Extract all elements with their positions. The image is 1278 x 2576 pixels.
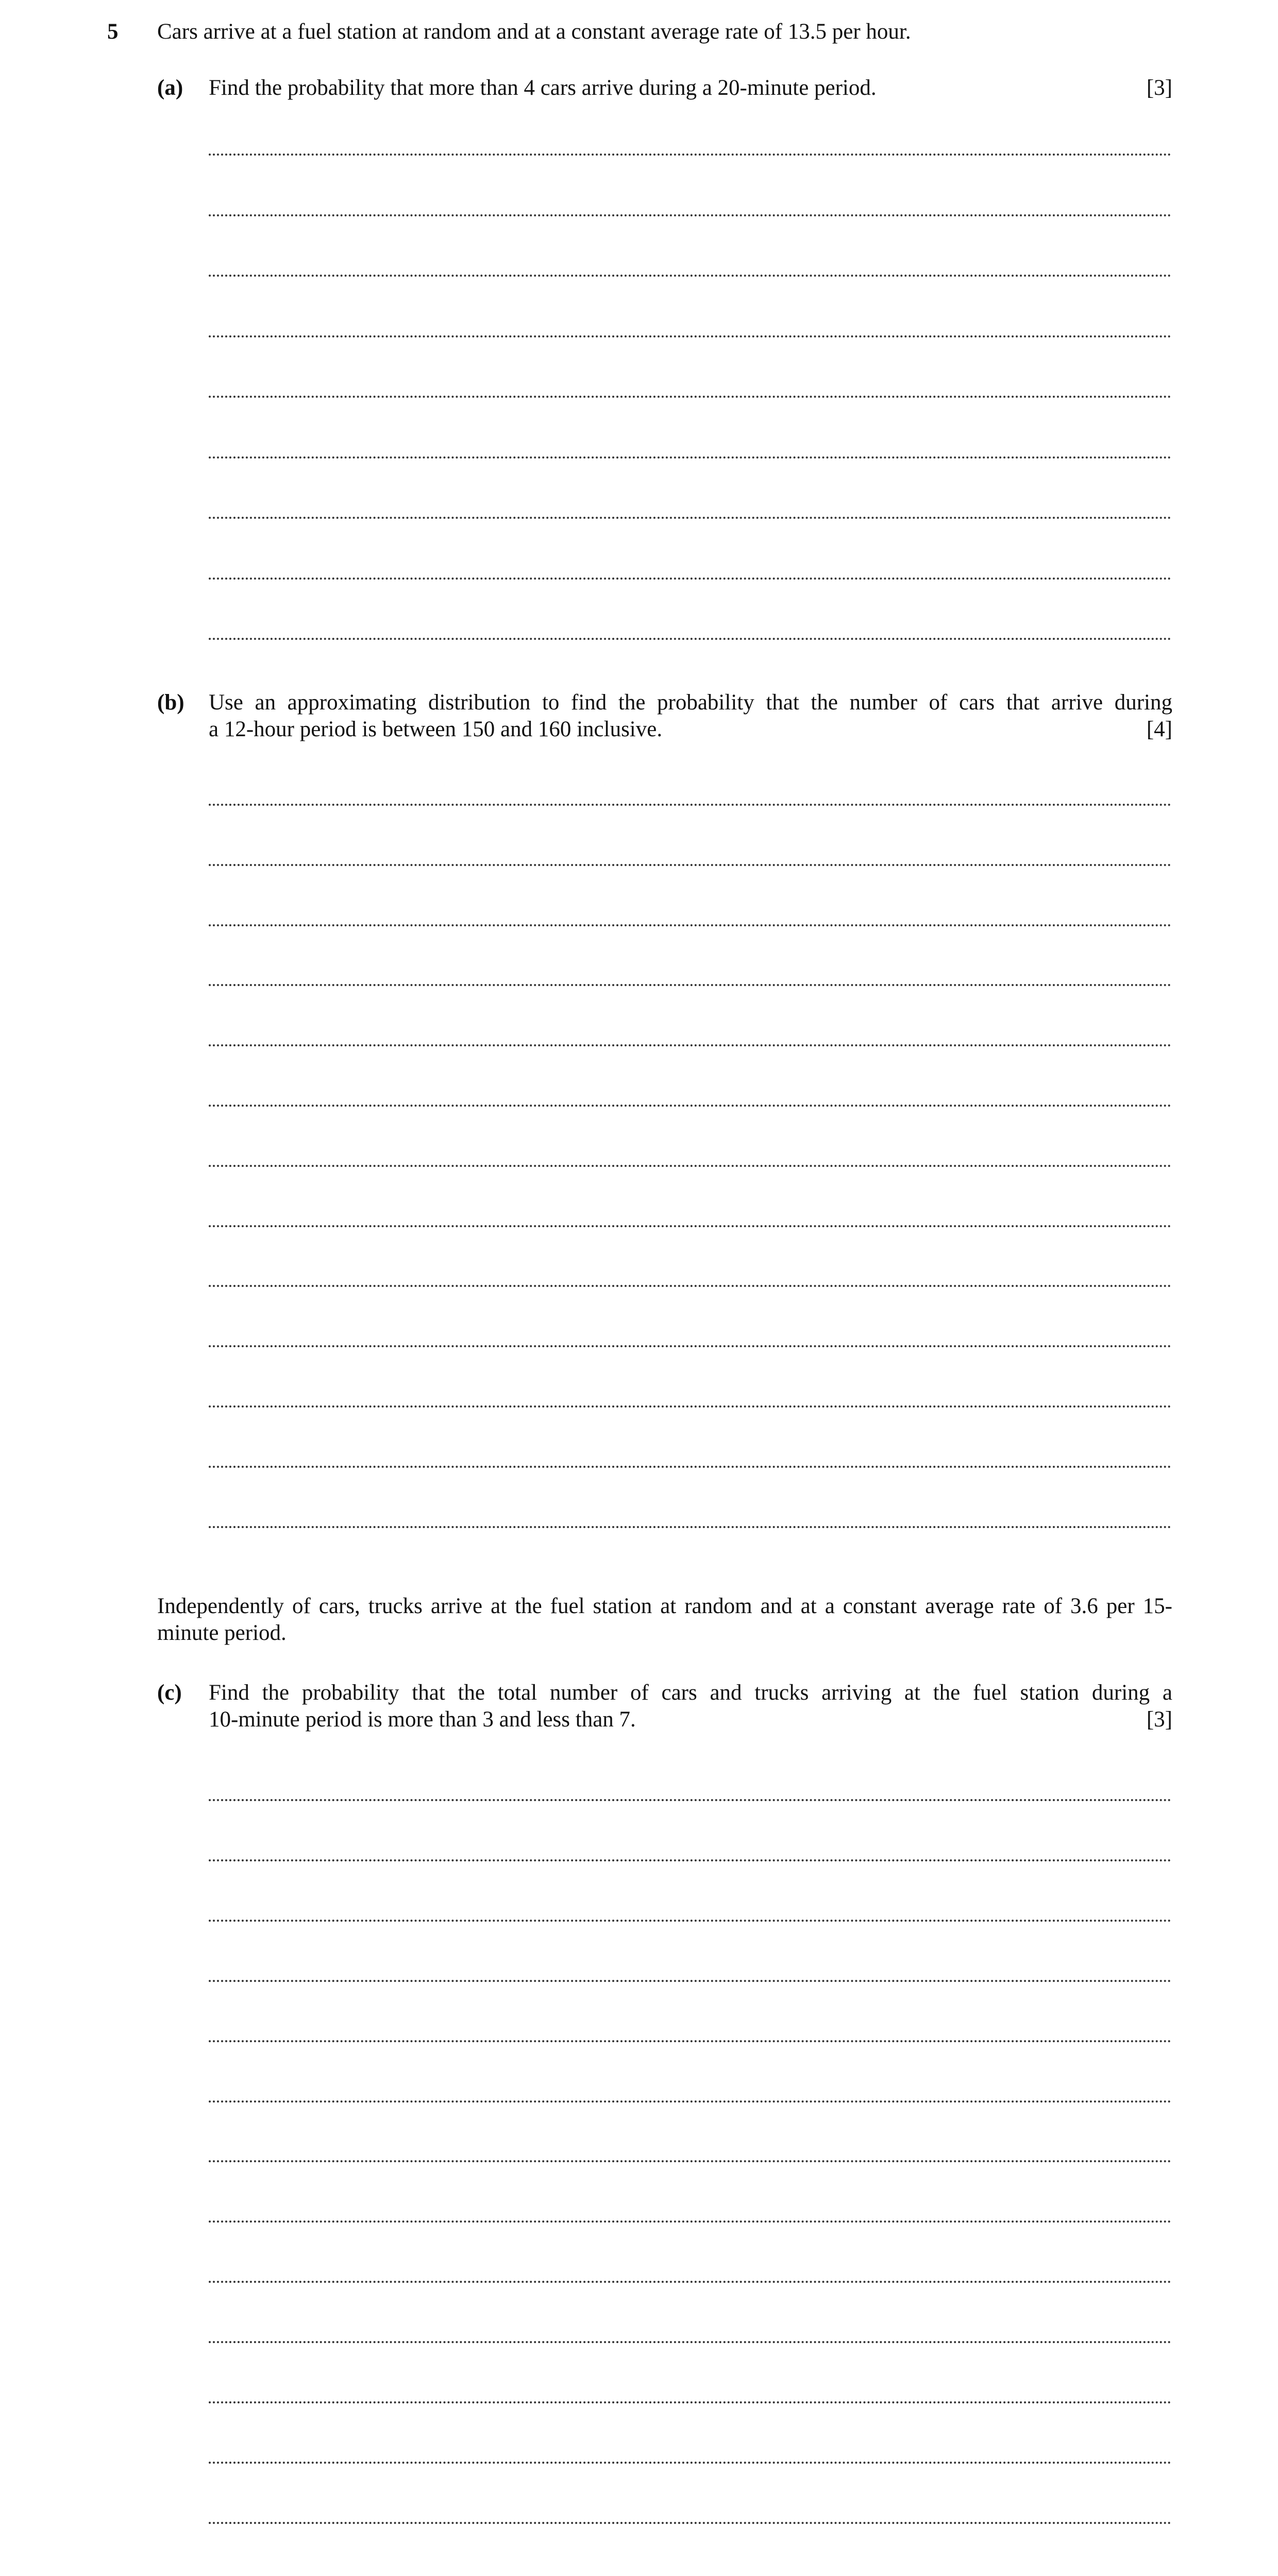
answer-line[interactable] — [209, 1920, 1171, 1922]
part-b-marks: [4] — [1146, 717, 1172, 742]
answer-line[interactable] — [209, 2522, 1171, 2524]
answer-line[interactable] — [209, 2100, 1171, 2103]
answer-line[interactable] — [209, 517, 1171, 519]
part-c-marks: [3] — [1146, 1707, 1172, 1732]
answer-line[interactable] — [209, 154, 1171, 156]
question-stem: Cars arrive at a fuel station at random and at a constant average rate of 13.5 per hour. — [157, 20, 911, 44]
answer-line[interactable] — [209, 1345, 1171, 1347]
part-c — [157, 1680, 1172, 1734]
trucks-stem — [157, 1593, 1172, 1647]
part-c-question-text-line-2: 10-minute period is more than 3 and less than 7. — [209, 1707, 636, 1732]
answer-line[interactable] — [209, 1526, 1171, 1528]
answer-line[interactable] — [209, 456, 1171, 459]
part-c-text-block — [209, 1680, 1172, 1734]
part-a-question-text: Find the probability that more than 4 cars arrive during a 20-minute period. — [209, 76, 877, 100]
answer-line[interactable] — [209, 2160, 1171, 2162]
answer-line[interactable] — [209, 1225, 1171, 1227]
answer-line[interactable] — [209, 214, 1171, 216]
answer-line[interactable] — [209, 924, 1171, 926]
answer-line[interactable] — [209, 275, 1171, 277]
answer-line[interactable] — [209, 335, 1171, 337]
part-b-label: (b) — [157, 690, 184, 715]
answer-line[interactable] — [209, 1044, 1171, 1046]
answer-line[interactable] — [209, 2040, 1171, 2042]
answer-line[interactable] — [209, 1405, 1171, 1408]
answer-line[interactable] — [209, 2341, 1171, 2343]
part-a — [157, 75, 1172, 101]
part-c-question-text-line-1: Find the probability that the total number of cars and trucks arriving at the fuel station during a — [209, 1681, 1172, 1705]
answer-line[interactable] — [209, 1859, 1171, 1861]
part-a-marks: [3] — [1146, 76, 1172, 100]
answer-line[interactable] — [209, 1799, 1171, 1801]
answer-line[interactable] — [209, 1466, 1171, 1468]
answer-line[interactable] — [209, 1980, 1171, 1982]
answer-line[interactable] — [209, 2462, 1171, 2464]
answer-line[interactable] — [209, 638, 1171, 640]
answer-line[interactable] — [209, 2401, 1171, 2403]
part-b — [157, 689, 1172, 743]
part-c-label: (c) — [157, 1681, 182, 1705]
answer-line[interactable] — [209, 1105, 1171, 1107]
trucks-stem-text: Independently of cars, trucks arrive at the fuel station at random and at a constant average rate of 3.6 per 15-minute period. — [157, 1594, 1172, 1646]
answer-line[interactable] — [209, 2221, 1171, 2223]
part-a-label: (a) — [157, 76, 183, 100]
answer-line[interactable] — [209, 396, 1171, 398]
answer-line[interactable] — [209, 578, 1171, 580]
answer-line[interactable] — [209, 864, 1171, 866]
answer-line[interactable] — [209, 1165, 1171, 1167]
part-b-question-text-line-2: a 12-hour period is between 150 and 160 inclusive. — [209, 717, 663, 742]
answer-line[interactable] — [209, 2281, 1171, 2283]
part-b-question-text-line-1: Use an approximating distribution to find the probability that the number of cars that arrive during — [209, 690, 1172, 715]
answer-line[interactable] — [209, 1285, 1171, 1287]
part-a-text-block — [209, 75, 1172, 101]
part-b-text-block — [209, 689, 1172, 743]
question-number: 5 — [107, 20, 119, 44]
answer-line[interactable] — [209, 984, 1171, 986]
answer-line[interactable] — [209, 804, 1171, 806]
